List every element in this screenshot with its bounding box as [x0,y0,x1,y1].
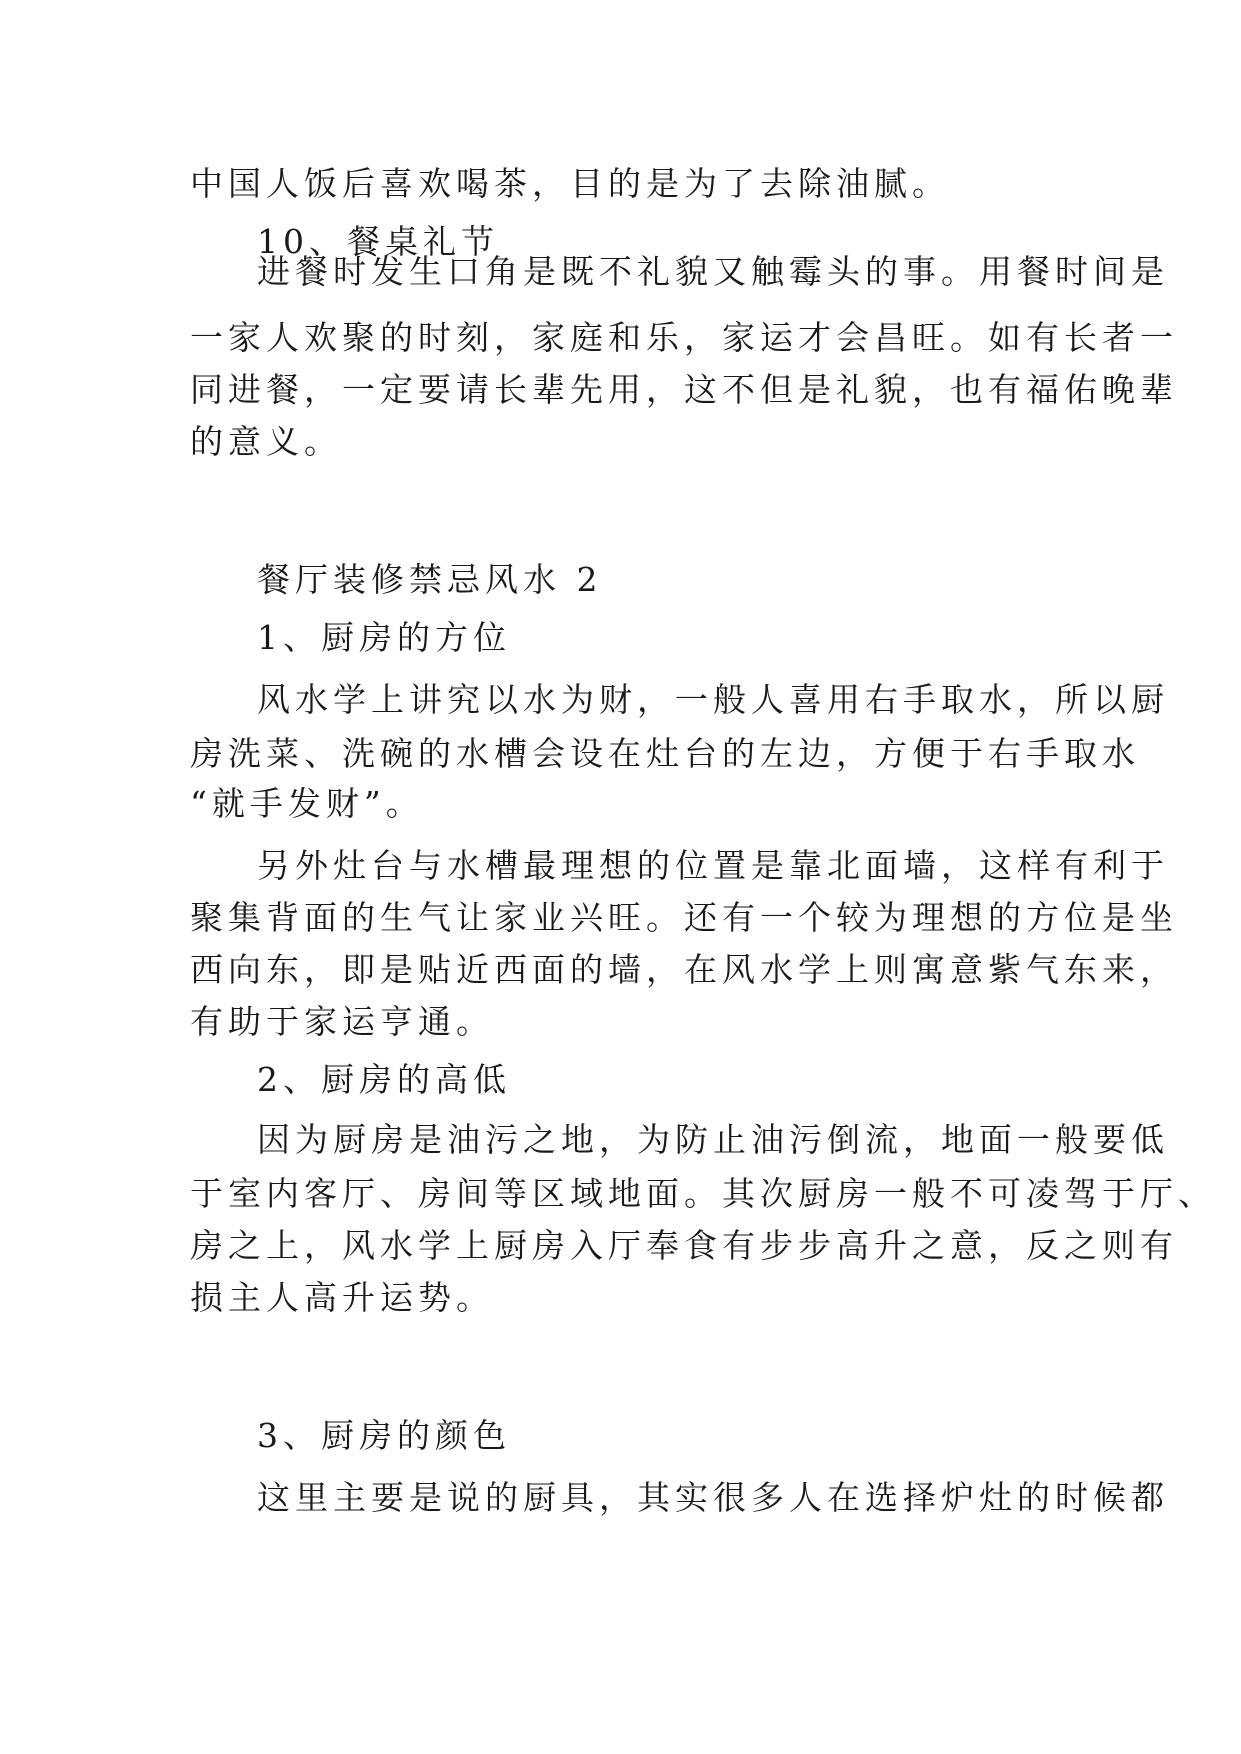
paragraph-line: 因为厨房是油污之地，为防止油污倒流，地面一般要低 [257,1120,1169,1159]
paragraph-line: 这里主要是说的厨具，其实很多人在选择炉灶的时候都 [257,1478,1169,1517]
paragraph-line: “就手发财”。 [190,784,424,823]
paragraph-line: 房洗菜、洗碗的水槽会设在灶台的左边，方便于右手取水 [190,734,1140,773]
section-heading: 3、厨房的颜色 [257,1416,511,1455]
section-heading: 2、厨房的高低 [257,1060,511,1099]
paragraph-line: 一家人欢聚的时刻，家庭和乐，家运才会昌旺。如有长者一 [190,318,1178,357]
paragraph-line: 有助于家运亨通。 [190,1002,494,1041]
section-heading: 1、厨房的方位 [257,618,511,657]
paragraph-line: 风水学上讲究以水为财，一般人喜用右手取水，所以厨 [257,680,1169,719]
paragraph-line: 另外灶台与水槽最理想的位置是靠北面墙，这样有利于 [257,846,1169,885]
section-title: 餐厅装修禁忌风水 2 [257,560,603,599]
paragraph-line: 同进餐，一定要请长辈先用，这不但是礼貌，也有福佑晚辈 [190,370,1178,409]
paragraph-line: 聚集背面的生气让家业兴旺。还有一个较为理想的方位是坐 [190,898,1178,937]
paragraph-line: 进餐时发生口角是既不礼貌又触霉头的事。用餐时间是 [257,252,1169,291]
paragraph-line: 中国人饭后喜欢喝茶，目的是为了去除油腻。 [190,164,950,203]
paragraph-line: 房之上，风水学上厨房入厅奉食有步步高升之意，反之则有 [190,1226,1178,1265]
paragraph-line: 于室内客厅、房间等区域地面。其次厨房一般不可凌驾于厅、 [190,1174,1216,1213]
paragraph-line: 损主人高升运势。 [190,1278,494,1317]
paragraph-line: 的意义。 [190,422,342,461]
paragraph-line: 西向东，即是贴近西面的墙，在风水学上则寓意紫气东来， [190,950,1178,989]
section-heading: 10、餐桌礼节 [257,222,499,261]
